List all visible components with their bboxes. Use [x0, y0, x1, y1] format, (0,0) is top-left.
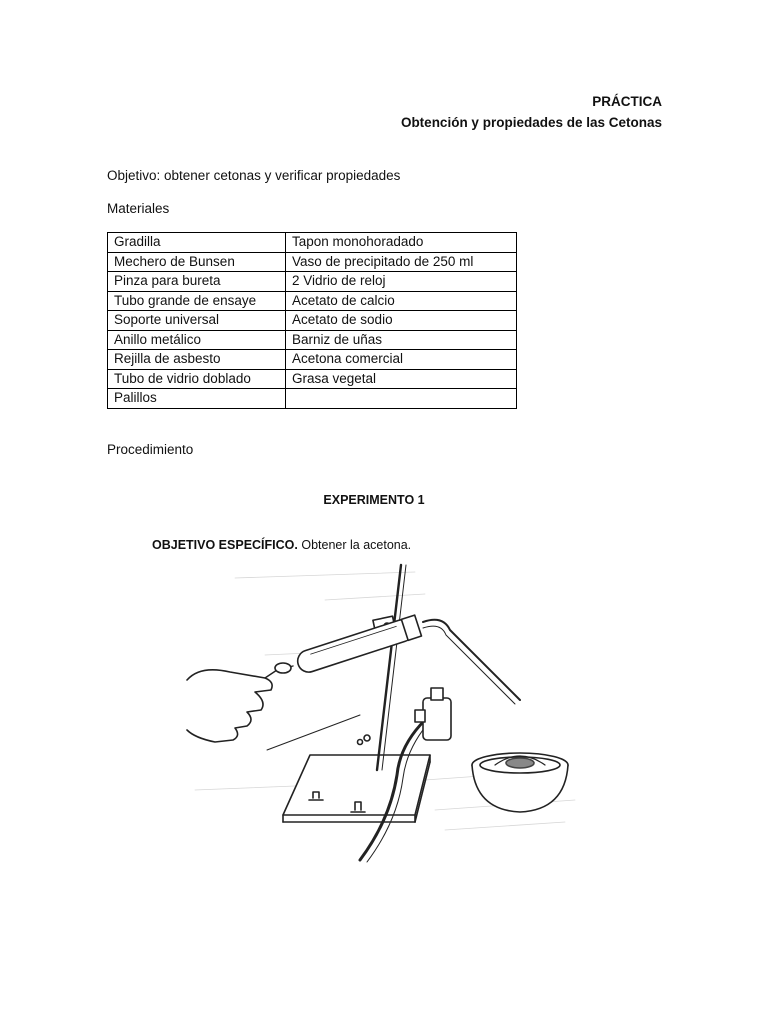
table-row: [108, 389, 517, 409]
material-right-cell: Acetato de calcio: [286, 291, 517, 311]
experiment-title: EXPERIMENTO 1: [323, 493, 425, 507]
material-left-cell: Palillos: [108, 389, 286, 409]
table-row: [108, 291, 517, 311]
lab-setup-illustration: [175, 560, 595, 880]
material-left-cell: Tubo de vidrio doblado: [108, 369, 286, 389]
material-left-cell: Tubo grande de ensaye: [108, 291, 286, 311]
table-row: [108, 311, 517, 331]
material-right-cell: [286, 389, 517, 409]
material-left-cell: Soporte universal: [108, 311, 286, 331]
material-right-cell: Tapon monohoradado: [286, 233, 517, 253]
material-left-cell: Mechero de Bunsen: [108, 252, 286, 272]
material-left-cell: Pinza para bureta: [108, 272, 286, 292]
table-row: [108, 369, 517, 389]
materials-heading: Materiales: [107, 201, 170, 216]
material-right-cell: Barniz de uñas: [286, 330, 517, 350]
table-row: [108, 350, 517, 370]
table-row: [108, 272, 517, 292]
material-left-cell: Anillo metálico: [108, 330, 286, 350]
stand-rod: [377, 565, 401, 770]
experiment-objective: [152, 538, 411, 552]
document-title: Obtención y propiedades de las Cetonas: [400, 115, 662, 130]
material-right-cell: Acetato de sodio: [286, 311, 517, 331]
experiment-objective-text: Obtener la acetona.: [297, 538, 412, 552]
hand: [187, 670, 272, 742]
materials-table: [107, 232, 517, 409]
material-right-cell: Vaso de precipitado de 250 ml: [286, 252, 517, 272]
table-row: [108, 252, 517, 272]
material-left-cell: Rejilla de asbesto: [108, 350, 286, 370]
document-header: [401, 91, 662, 133]
stand-base: [283, 755, 430, 815]
table-row: [108, 330, 517, 350]
material-right-cell: 2 Vidrio de reloj: [286, 272, 517, 292]
table-row: [108, 233, 517, 253]
material-right-cell: Acetona comercial: [286, 350, 517, 370]
experiment-objective-label: OBJETIVO ESPECÍFICO.: [152, 538, 298, 552]
bottle: [423, 698, 451, 740]
procedure-heading: Procedimiento: [107, 442, 194, 457]
bowl: [472, 753, 568, 812]
objective-text: Objetivo: obtener cetonas y verificar propiedades: [107, 168, 401, 183]
material-right-cell: Grasa vegetal: [286, 369, 517, 389]
practice-label: PRÁCTICA: [592, 94, 662, 109]
material-left-cell: Gradilla: [108, 233, 286, 253]
test-tube: [295, 617, 416, 675]
